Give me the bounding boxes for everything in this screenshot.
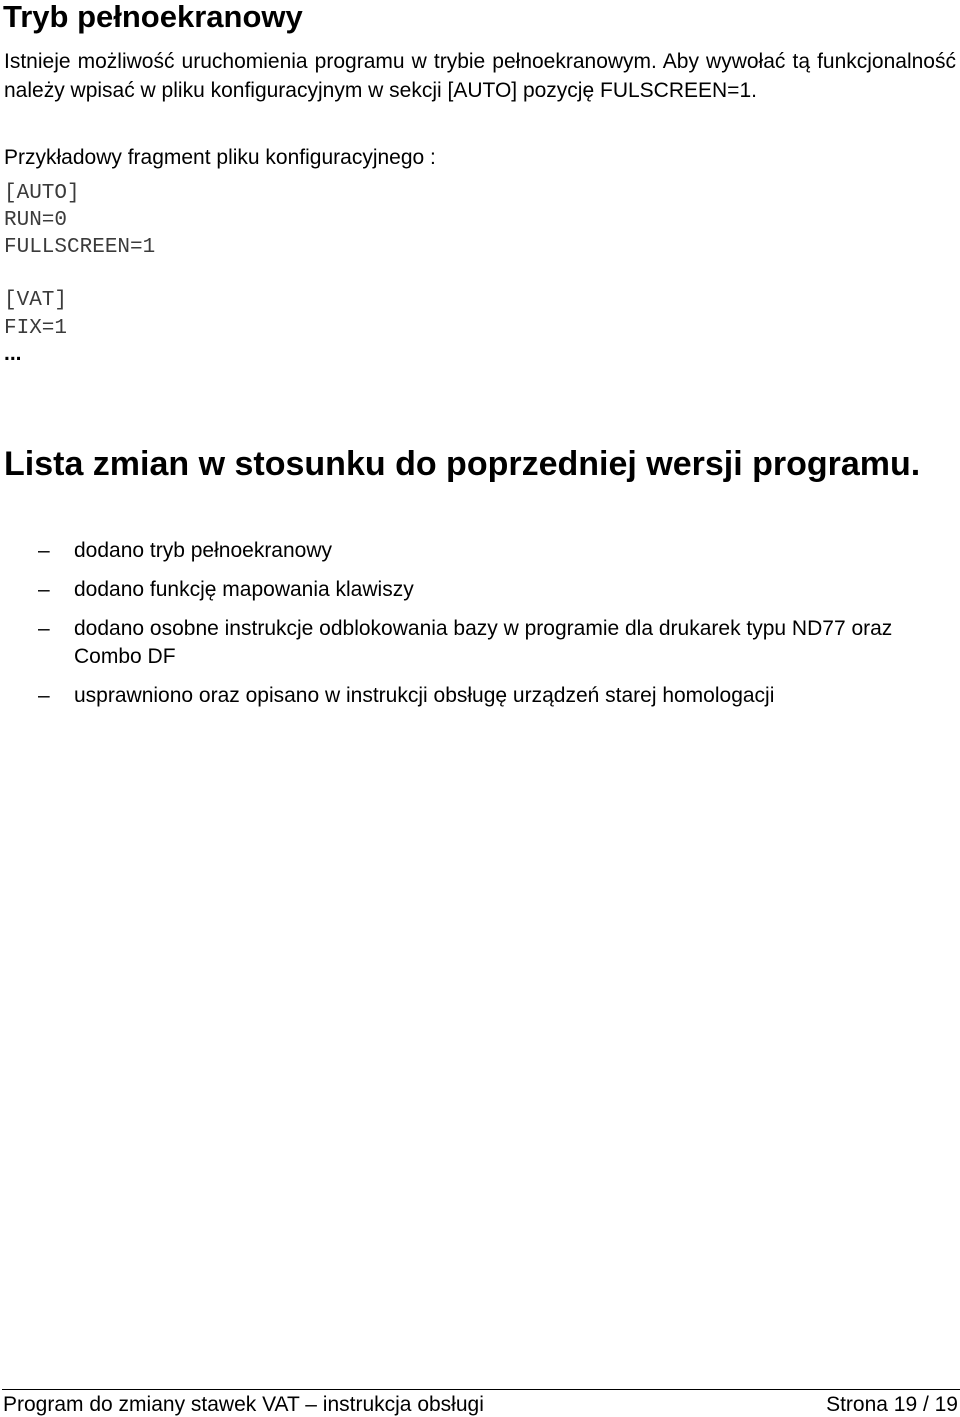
footer-document-title: Program do zmiany stawek VAT – instrukcja obsługi — [3, 1393, 484, 1416]
code-line: FIX=1 — [4, 317, 68, 340]
footer-divider — [2, 1389, 960, 1390]
intro-paragraph: Istnieje możliwość uruchomienia programu w trybie pełnoekranowym. Aby wywołać tą funkcjonalność należy wpisać w pliku konfiguracyjnym w sekcji [AUTO] pozycję FULSCREEN=1. — [4, 50, 956, 102]
list-item — [0, 682, 960, 710]
code-ellipsis: ... — [4, 342, 22, 365]
code-line: [VAT] — [4, 289, 68, 312]
footer-page-number: Strona 19 / 19 — [826, 1393, 958, 1416]
dash-bullet-icon: – — [38, 539, 50, 562]
list-item-text: dodano osobne instrukcje odblokowania bazy w programie dla drukarek typu ND77 oraz Combo DF — [74, 617, 893, 668]
list-item-text: dodano funkcję mapowania klawiszy — [74, 578, 414, 601]
section-heading-changes: Lista zmian w stosunku do poprzedniej wersji programu. — [4, 445, 921, 483]
list-item — [0, 576, 960, 604]
code-line: [AUTO] — [4, 182, 80, 205]
list-item-text: usprawniono oraz opisano w instrukcji obsługę urządzeń starej homologacji — [74, 684, 775, 707]
code-line: RUN=0 — [4, 209, 68, 232]
dash-bullet-icon: – — [38, 578, 50, 601]
changes-list — [0, 537, 960, 721]
list-item — [0, 615, 960, 671]
code-line: FULLSCREEN=1 — [4, 236, 156, 259]
dash-bullet-icon: – — [38, 684, 50, 707]
example-label: Przykładowy fragment pliku konfiguracyjnego : — [4, 146, 436, 169]
list-item — [0, 537, 960, 565]
dash-bullet-icon: – — [38, 617, 50, 640]
section-heading-fullscreen: Tryb pełnoekranowy — [3, 0, 303, 34]
list-item-text: dodano tryb pełnoekranowy — [74, 539, 333, 562]
